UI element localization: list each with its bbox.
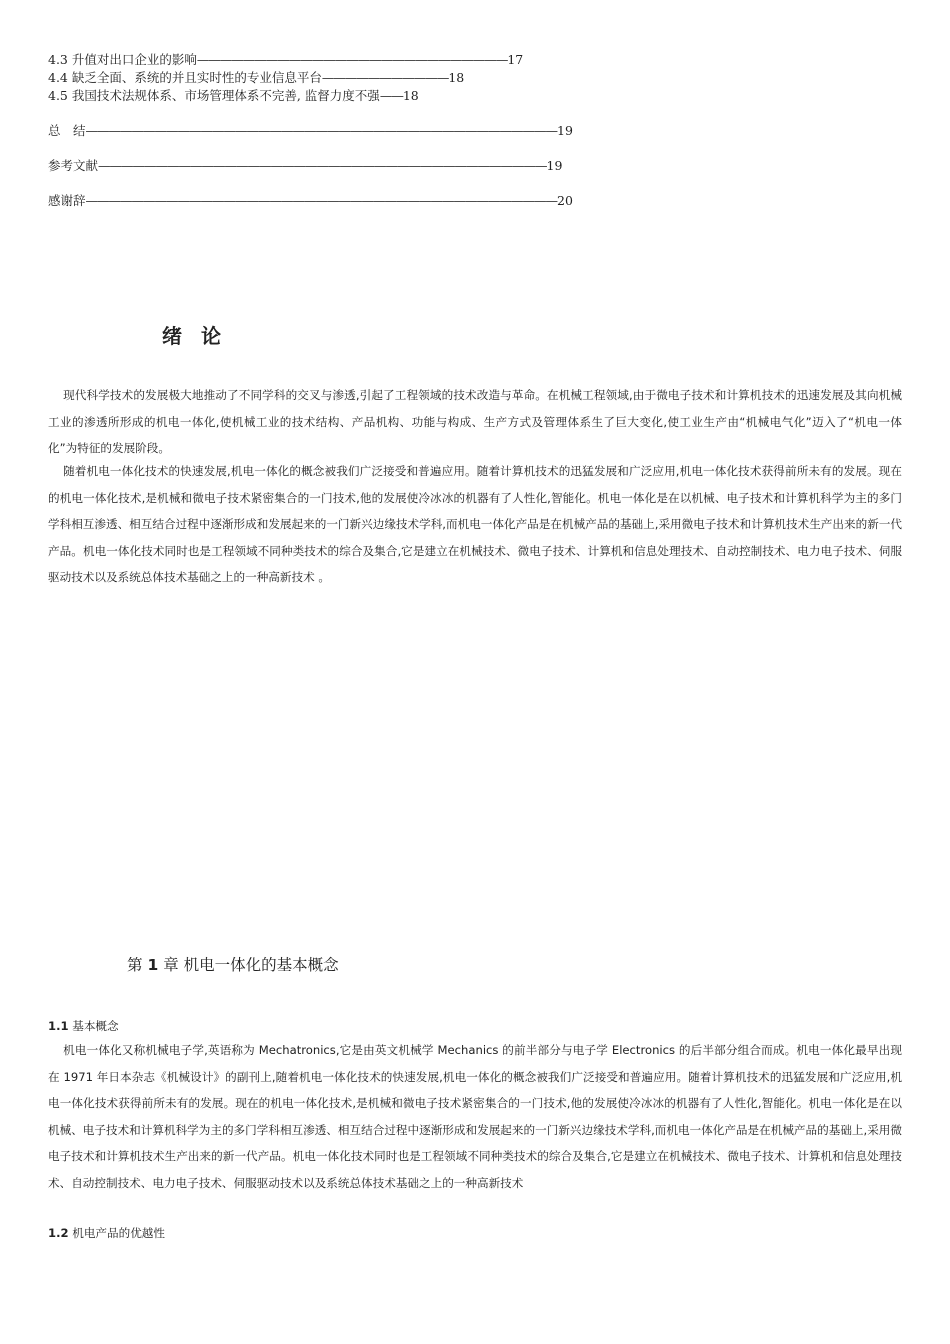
toc-label: 总 结 — [48, 123, 86, 138]
intro-title: 绪 论 — [162, 324, 227, 348]
chapter-prefix: 第 — [127, 956, 143, 974]
toc-leader: ——————————————————————————————————————— — [98, 158, 547, 173]
toc-item-acknowledgements[interactable] — [48, 193, 573, 209]
toc-item-4-4[interactable] — [48, 70, 464, 86]
chapter-1-heading — [127, 953, 339, 975]
toc-label: 4.5 我国技术法规体系、市场管理体系不完善, 监督力度不强 — [48, 88, 380, 103]
toc-page: 19 — [546, 158, 563, 173]
section-1-1-heading — [48, 1018, 119, 1034]
chapter-number: 1 — [147, 956, 159, 974]
toc-page: 18 — [448, 70, 465, 85]
toc-label: 4.4 缺乏全面、系统的并且实时性的专业信息平台 — [48, 70, 322, 85]
toc-label: 参考文献 — [48, 158, 99, 173]
section-number: 1.2 — [48, 1226, 69, 1240]
toc-leader: ————————————————————————————————————————— — [85, 123, 558, 138]
toc-leader: ——————————————————————————— — [196, 52, 508, 67]
section-title: 基本概念 — [72, 1019, 119, 1033]
section-title: 机电产品的优越性 — [72, 1226, 165, 1240]
toc-item-4-5[interactable] — [48, 88, 419, 104]
toc-item-summary[interactable] — [48, 123, 573, 139]
intro-paragraph-1: 现代科学技术的发展极大地推动了不同学科的交叉与渗透,引起了工程领域的技术改造与革命。在机械工程领域,由于微电子技术和计算机技术的迅速发展及其向机械工业的渗透所形成的机电一体化,使机械工业的技术结构、产品机构、功能与构成、生产方式及管理体系生了巨大变化,使工业生产由“机械电气化”迈入了“机电一体化”为特征的发展阶段。 — [48, 388, 902, 455]
toc-page: 18 — [402, 88, 419, 103]
toc-leader: ——————————— — [321, 70, 449, 85]
toc-leader: —— — [379, 88, 403, 103]
chapter-title: 章 机电一体化的基本概念 — [163, 956, 339, 974]
section-1-1-paragraph: 机电一体化又称机械电子学,英语称为 Mechatronics,它是由英文机械学 Mechanics 的前半部分与电子学 Electronics 的后半部分组合而成。机电一体化最早出现在 1971 年日本杂志《机械设计》的副刊上,随着机电一体化技术的快速发展,机电一体化的概念被我们广泛接受和普遍应用。随着计算机技术的迅猛发展和广泛应用,机电一体化技术获得前所未有的发展。现在的机电一体化技术,是机械和微电子技术紧密集合的一门技术,他的发展使冷冰冰的机器有了人性化,智能化。机电一体化是在以机械、电子技术和计算机科学为主的多门学科相互渗透、相互结合过程中逐渐形成和发展起来的一门新兴边缘技术学科,而机电一体化产品是在机械产品的基础上,采用微电子技术和计算机技术生产出来的新一代产品。机电一体化技术同时也是工程领域不同种类技术的综合及集合,它是建立在机械技术、微电子技术、计算机和信息处理技术、自动控制技术、电力电子技术、伺服驱动技术以及系统总体技术基础之上的一种高新技术 — [48, 1043, 902, 1190]
toc-label: 感谢辞 — [48, 193, 86, 208]
toc-item-4-3[interactable] — [48, 52, 523, 68]
section-number: 1.1 — [48, 1019, 69, 1033]
toc-label: 4.3 升值对出口企业的影响 — [48, 52, 197, 67]
toc-page: 20 — [557, 193, 573, 208]
toc-leader: ————————————————————————————————————————— — [85, 193, 558, 208]
section-1-2-heading — [48, 1225, 165, 1241]
intro-paragraph-2: 随着机电一体化技术的快速发展,机电一体化的概念被我们广泛接受和普遍应用。随着计算机技术的迅猛发展和广泛应用,机电一体化技术获得前所未有的发展。现在的机电一体化技术,是机械和微电子技术紧密集合的一门技术,他的发展使冷冰冰的机器有了人性化,智能化。机电一体化是在以机械、电子技术和计算机科学为主的多门学科相互渗透、相互结合过程中逐渐形成和发展起来的一门新兴边缘技术学科,而机电一体化产品是在机械产品的基础上,采用微电子技术和计算机技术生产出来的新一代产品。机电一体化技术同时也是工程领域不同种类技术的综合及集合,它是建立在机械技术、微电子技术、计算机和信息处理技术、自动控制技术、电力电子技术、伺服驱动技术以及系统总体技术基础之上的一种高新技术 。 — [48, 464, 902, 584]
toc-page: 19 — [557, 123, 573, 138]
toc-item-references[interactable] — [48, 158, 562, 174]
toc-page: 17 — [507, 52, 524, 67]
